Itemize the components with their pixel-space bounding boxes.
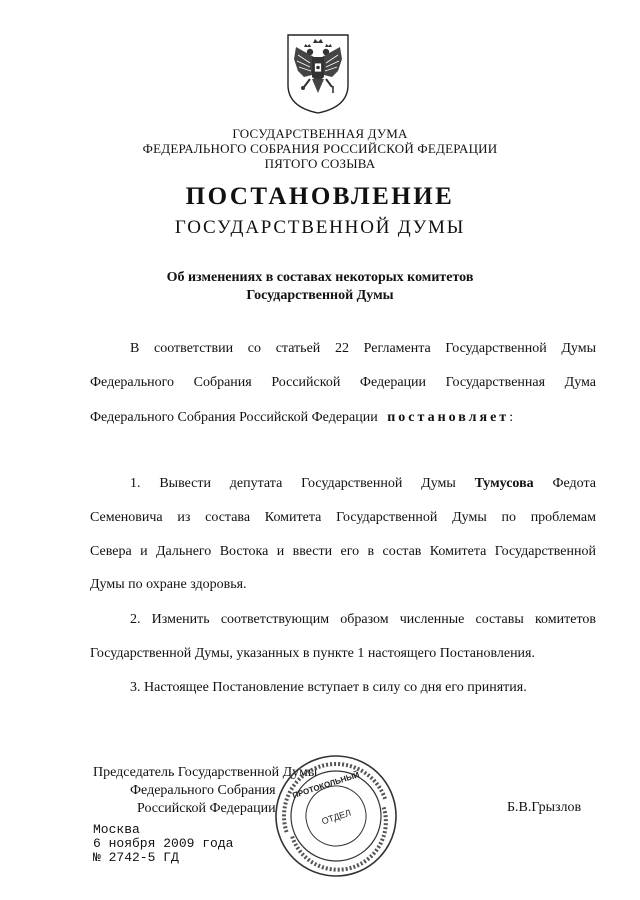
item-2-line-1: 2. Изменить соответствующим образом численные составы комитетов	[130, 612, 596, 627]
official-stamp	[270, 752, 402, 880]
footer-city: Москва	[93, 822, 140, 837]
stamp-center-text: ОТДЕЛ	[320, 807, 353, 827]
document-title: ПОСТАНОВЛЕНИЕ	[185, 183, 455, 210]
signature-title-line-3: Российской Федерации	[137, 801, 276, 816]
coat-of-arms-emblem	[286, 33, 350, 115]
preamble-line-1: В соответствии со статьей 22 Регламента Государственной Думы	[130, 341, 596, 356]
item-1-line-1	[130, 476, 596, 492]
preamble-line-3	[90, 410, 596, 426]
stamp-inner-text: ПРОТОКОЛЬНЫЙ	[291, 770, 361, 801]
signature-title-line-1: Председатель Государственной Думы	[93, 765, 318, 780]
preamble-line-2: Федерального Собрания Российской Федерации Государственная Дума	[90, 375, 596, 390]
footer-number: № 2742-5 ГД	[93, 850, 179, 865]
header-federal-assembly: ФЕДЕРАЛЬНОГО СОБРАНИЯ РОССИЙСКОЙ ФЕДЕРАЦИИ	[142, 141, 498, 156]
resolution-verb: постановляет	[387, 410, 510, 425]
footer-date: 6 ноября 2009 года	[93, 836, 234, 851]
deputy-surname: Тумусова	[474, 476, 534, 491]
item-1-line-3: Севера и Дальнего Востока и ввести его в состав Комитета Государственной	[90, 544, 596, 559]
preamble-colon: :	[509, 410, 514, 425]
item-1-line-4: Думы по охране здоровья.	[90, 577, 247, 592]
signature-title-line-2: Федерального Собрания	[130, 783, 276, 798]
subject-line-2: Государственной Думы	[246, 288, 394, 303]
document-subtitle: ГОСУДАРСТВЕННОЙ ДУМЫ	[174, 217, 466, 238]
item-1-text-a: 1. Вывести депутата Государственной Думы	[130, 476, 456, 491]
item-2-line-2: Государственной Думы, указанных в пункте 1 настоящего Постановления.	[90, 646, 535, 661]
header-duma: ГОСУДАРСТВЕННАЯ ДУМА	[232, 126, 408, 141]
item-1-text-b: Федота	[552, 476, 596, 491]
header-convocation: ПЯТОГО СОЗЫВА	[264, 156, 376, 171]
item-1-line-2: Семеновича из состава Комитета Государственной Думы по проблемам	[90, 510, 596, 525]
signatory-name: Б.В.Грызлов	[507, 800, 582, 815]
item-3-line-1: 3. Настоящее Постановление вступает в силу со дня его принятия.	[130, 680, 527, 695]
subject-line-1: Об изменениях в составах некоторых комитетов	[166, 270, 474, 285]
preamble-line-3-text: Федерального Собрания Российской Федерации	[90, 410, 378, 425]
